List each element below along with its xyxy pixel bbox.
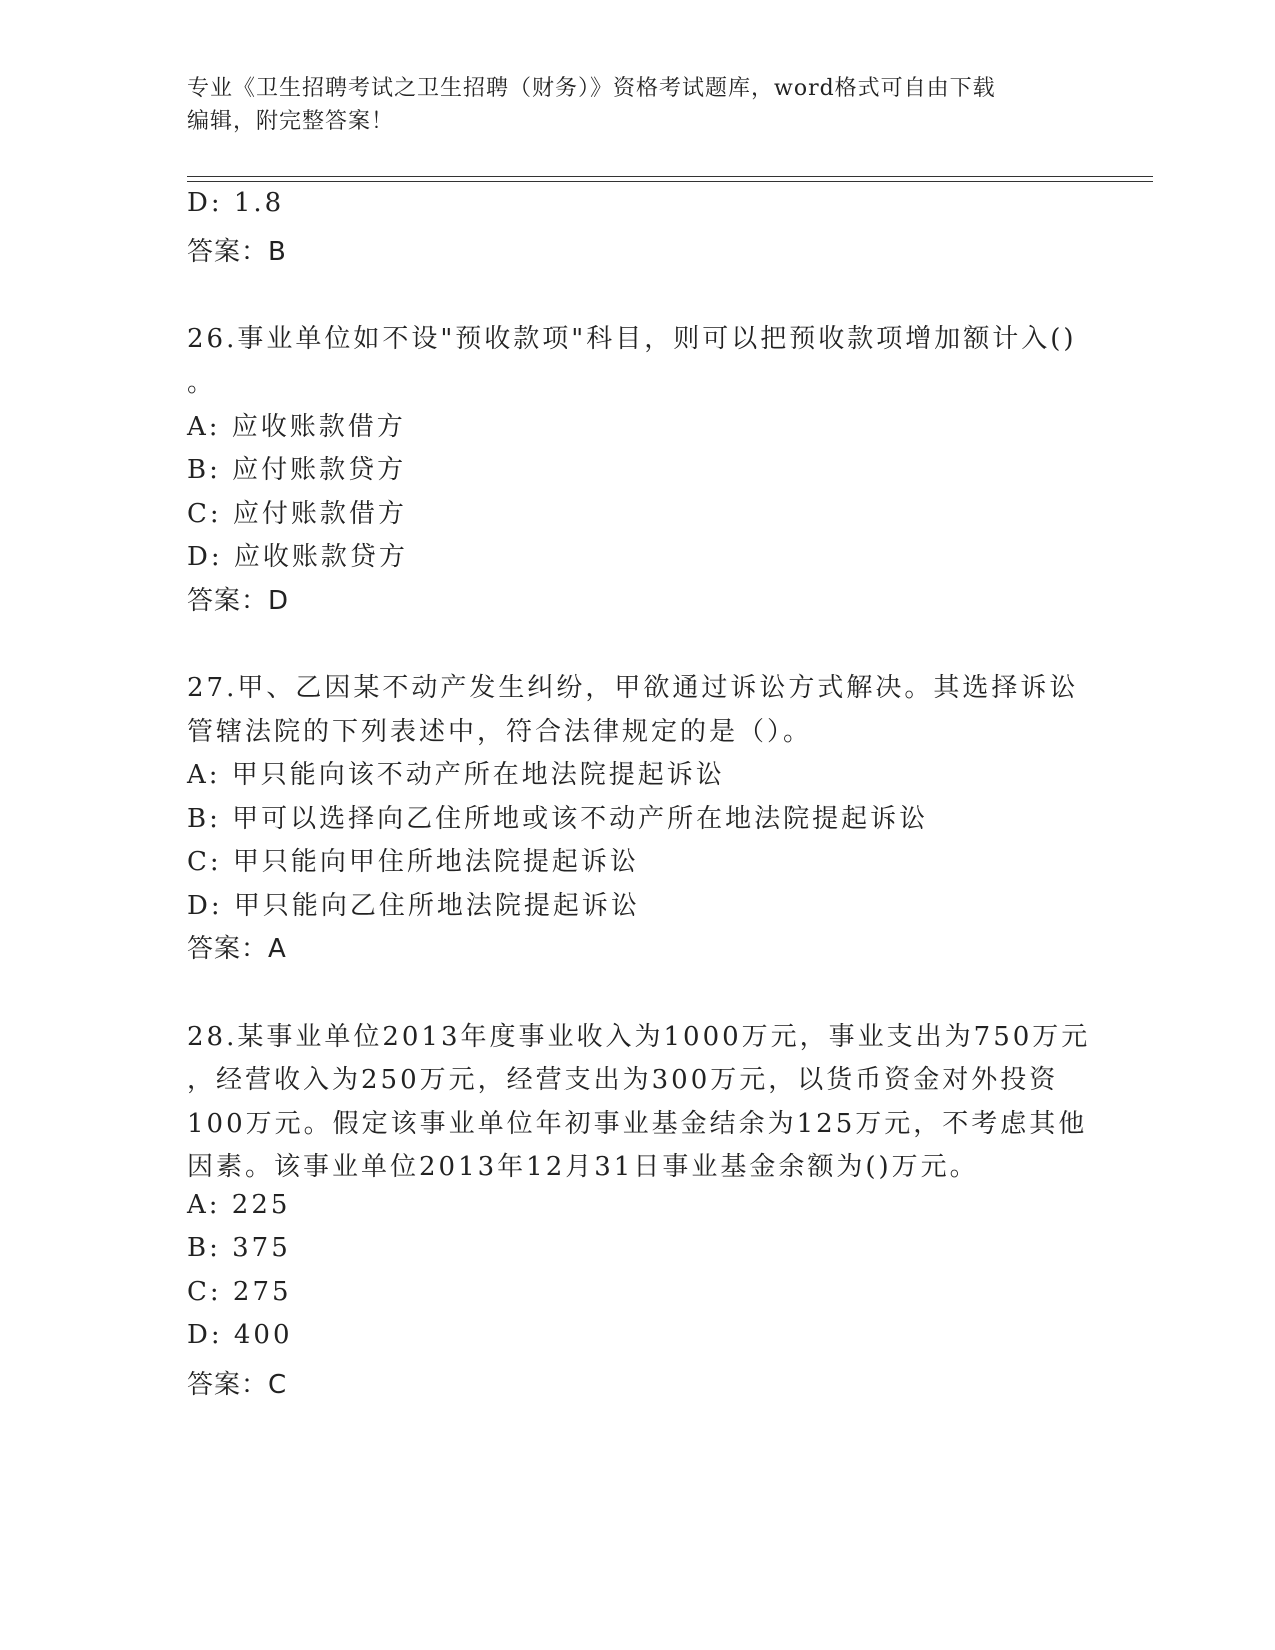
q27-option-d: D: 甲只能向乙住所地法院提起诉讼 xyxy=(187,891,640,921)
q27-stem-line-1: 27.甲、乙因某不动产发生纠纷，甲欲通过诉讼方式解决。其选择诉讼 xyxy=(187,673,1079,703)
q26-stem-line-2: 。 xyxy=(187,368,217,398)
q28-stem-line-2: ，经营收入为250万元，经营支出为300万元，以货币资金对外投资 xyxy=(187,1065,1059,1095)
q28-stem-line-1: 28.某事业单位2013年度事业收入为1000万元，事业支出为750万元 xyxy=(187,1022,1091,1052)
header-divider-top xyxy=(187,176,1153,177)
q26-option-b: B: 应付账款贷方 xyxy=(187,455,407,485)
q26-stem-line-1: 26.事业单位如不设"预收款项"科目，则可以把预收款项增加额计入() xyxy=(187,324,1077,354)
page-header xyxy=(187,72,1087,138)
q26-option-c: C: 应付账款借方 xyxy=(187,499,407,529)
q26-answer: 答案：D xyxy=(187,586,290,616)
q26-option-a: A: 应收账款借方 xyxy=(187,412,406,442)
q28-stem-line-4: 因素。该事业单位2013年12月31日事业基金余额为()万元。 xyxy=(187,1152,979,1182)
header-line-2: 编辑，附完整答案！ xyxy=(187,109,395,134)
q28-option-d: D: 400 xyxy=(187,1320,293,1350)
q27-option-c: C: 甲只能向甲住所地法院提起诉讼 xyxy=(187,847,639,877)
q27-answer: 答案：A xyxy=(187,934,287,964)
q27-stem-line-2: 管辖法院的下列表述中，符合法律规定的是（）。 xyxy=(187,717,813,747)
header-divider-bottom xyxy=(187,181,1153,182)
q28-option-a: A: 225 xyxy=(187,1190,291,1220)
q27-option-b: B: 甲可以选择向乙住所地或该不动产所在地法院提起诉讼 xyxy=(187,804,929,834)
q25-answer: 答案：B xyxy=(187,237,287,267)
q28-option-b: B: 375 xyxy=(187,1233,291,1263)
q27-option-a: A: 甲只能向该不动产所在地法院提起诉讼 xyxy=(187,760,725,790)
header-line-1: 专业《卫生招聘考试之卫生招聘（财务）》资格考试题库，word格式可自由下载 xyxy=(187,76,996,101)
q25-option-d: D: 1.8 xyxy=(187,188,285,218)
q28-stem-line-3: 100万元。假定该事业单位年初事业基金结余为125万元，不考虑其他 xyxy=(187,1109,1088,1139)
q28-answer: 答案：C xyxy=(187,1370,288,1400)
q28-option-c: C: 275 xyxy=(187,1277,292,1307)
q26-option-d: D: 应收账款贷方 xyxy=(187,542,408,572)
